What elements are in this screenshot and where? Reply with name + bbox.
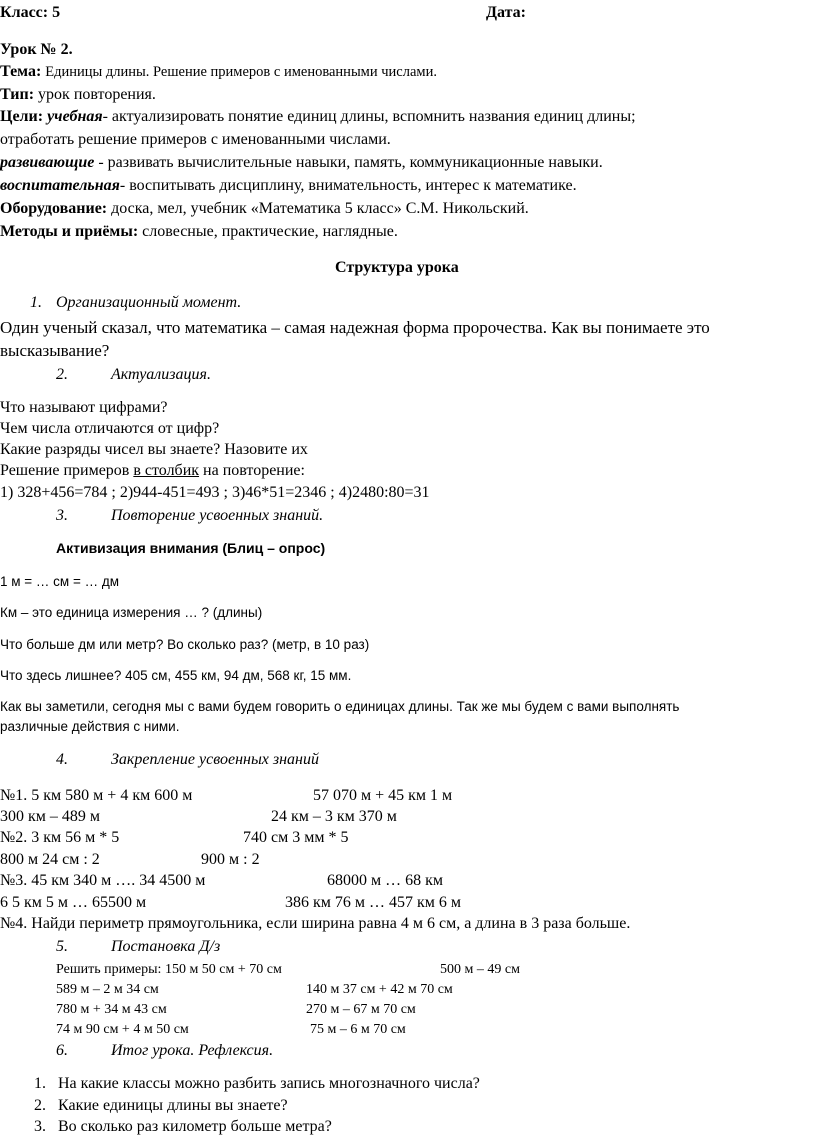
reflection-item-3	[34, 1118, 332, 1136]
column-intro-b: в столбик	[133, 462, 200, 479]
section-5-number: 5.	[56, 938, 68, 955]
homework-4-right: 75 м – 6 м 70 см	[310, 1022, 406, 1037]
reflection-item-1-number: 1.	[34, 1075, 46, 1092]
reflection-item-2	[34, 1097, 288, 1115]
task-3b-right: 386 км 76 м … 457 км 6 м	[285, 894, 462, 911]
goal-upbringing-line	[0, 177, 577, 195]
section-6-heading	[56, 1042, 273, 1060]
goal-upbringing-text: - воспитывать дисциплину, внимательность, интерес к математике.	[119, 177, 577, 194]
reflection-item-2-number: 2.	[34, 1097, 46, 1114]
task-1-left: №1. 5 км 580 м + 4 км 600 м	[0, 787, 193, 804]
column-examples-intro	[0, 462, 305, 480]
section-2-title: Актуализация.	[111, 366, 211, 383]
methods-label: Методы и приёмы:	[0, 223, 139, 240]
task-3-left: №3. 45 км 340 м …. 34 4500 м	[0, 872, 206, 889]
homework-2-right: 140 м 37 см + 42 м 70 см	[306, 982, 453, 997]
task-1-right: 57 070 м + 45 км 1 м	[313, 787, 453, 804]
homework-3-right: 270 м – 67 м 70 см	[306, 1002, 416, 1017]
section-2-number: 2.	[56, 366, 68, 383]
homework-4-left: 74 м 90 см + 4 м 50 см	[56, 1022, 189, 1037]
goals-label: Цели:	[0, 108, 44, 125]
goal-developing-text: - развивать вычислительные навыки, память, коммуникационные навыки.	[94, 154, 603, 171]
homework-3-left: 780 м + 34 м 43 см	[56, 1002, 167, 1017]
task-3b-left: 6 5 км 5 м … 65500 м	[0, 894, 147, 911]
section-1-title: Организационный момент.	[56, 294, 242, 311]
blitz-title: Активизация внимания (Блиц – опрос)	[56, 540, 326, 556]
reflection-item-2-text: Какие единицы длины вы знаете?	[58, 1097, 288, 1114]
blitz-question-2: Км – это единица измерения … ? (длины)	[0, 605, 263, 620]
blitz-summary-1: Как вы заметили, сегодня мы с вами будем говорить о единицах длины. Так же мы будем с вами выполнять	[0, 699, 680, 714]
section-1-text-2: высказывание?	[0, 341, 110, 360]
type-line	[0, 86, 156, 104]
equipment-line	[0, 200, 529, 218]
class-label: Класс: 5	[0, 4, 61, 21]
section-1-number: 1.	[30, 294, 42, 311]
goal-upbringing-label: воспитательная	[0, 177, 120, 194]
reflection-item-3-number: 3.	[34, 1118, 46, 1135]
task-2b-left: 800 м 24 см : 2	[0, 851, 100, 868]
section-1-text-1: Один ученый сказал, что математика – самая надежная форма пророчества. Как вы понимаете это	[0, 318, 710, 337]
section-3-heading	[56, 507, 323, 525]
topic-text: Единицы длины. Решение примеров с именованными числами.	[45, 64, 437, 80]
column-examples: 1) 328+456=784 ; 2)944-451=493 ; 3)46*51=2346 ; 4)2480:80=31	[0, 484, 430, 501]
goal-educational-label: учебная	[47, 108, 103, 125]
reflection-item-1-text: На какие классы можно разбить запись многозначного числа?	[58, 1075, 480, 1092]
blitz-question-4: Что здесь лишнее? 405 см, 455 км, 94 дм, 568 кг, 15 мм.	[0, 668, 352, 683]
question-numbers-vs-digits: Чем числа отличаются от цифр?	[0, 420, 220, 437]
task-2-right: 740 см 3 мм * 5	[243, 829, 349, 846]
topic-label: Тема:	[0, 63, 42, 80]
section-5-heading	[56, 938, 220, 956]
equipment-label: Оборудование:	[0, 200, 108, 217]
column-intro-c: на повторение:	[199, 462, 305, 479]
task-1b-right: 24 км – 3 км 370 м	[271, 808, 397, 825]
task-2b-right: 900 м : 2	[201, 851, 260, 868]
column-intro-a: Решение примеров	[0, 462, 134, 479]
date-label: Дата:	[486, 4, 526, 21]
topic-line	[0, 63, 437, 81]
section-4-title: Закрепление усвоенных знаний	[111, 751, 319, 768]
goal-educational-text: - актуализировать понятие единиц длины, вспомнить названия единиц длины;	[102, 108, 636, 125]
blitz-question-3: Что больше дм или метр? Во сколько раз? (метр, в 10 раз)	[0, 637, 370, 652]
section-6-title: Итог урока. Рефлексия.	[111, 1042, 274, 1059]
homework-1-right: 500 м – 49 см	[440, 962, 520, 977]
type-label: Тип:	[0, 86, 35, 103]
question-place-values: Какие разряды чисел вы знаете? Назовите их	[0, 441, 308, 458]
section-4-heading	[56, 751, 319, 769]
task-2-left: №2. 3 км 56 м * 5	[0, 829, 120, 846]
task-3-right: 68000 м … 68 км	[327, 872, 444, 889]
reflection-item-1	[34, 1075, 480, 1093]
lesson-number: Урок № 2.	[0, 41, 73, 58]
goals-line-2: отработать решение примеров с именованными числами.	[0, 131, 391, 148]
goal-developing-label: развивающие	[0, 154, 95, 171]
task-1b-left: 300 км – 489 м	[0, 808, 101, 825]
equipment-text: доска, мел, учебник «Математика 5 класс» С.М. Никольский.	[107, 200, 529, 217]
reflection-item-3-text: Во сколько раз километр больше метра?	[58, 1118, 332, 1135]
blitz-question-1: 1 м = … см = … дм	[0, 574, 120, 589]
section-6-number: 6.	[56, 1042, 68, 1059]
question-digits: Что называют цифрами?	[0, 399, 168, 416]
section-5-title: Постановка Д/з	[111, 938, 221, 955]
homework-2-left: 589 м – 2 м 34 см	[56, 982, 159, 997]
section-2-heading	[56, 366, 211, 384]
blitz-summary-2: различные действия с ними.	[0, 719, 180, 734]
methods-line	[0, 223, 398, 241]
goals-line-1	[0, 108, 636, 126]
type-text: урок повторения.	[38, 86, 156, 103]
homework-1-left: Решить примеры: 150 м 50 см + 70 см	[56, 962, 282, 977]
structure-title: Структура урока	[335, 259, 459, 276]
section-1-heading	[30, 294, 241, 312]
section-4-number: 4.	[56, 751, 68, 768]
methods-text: словесные, практические, наглядные.	[138, 223, 398, 240]
section-3-number: 3.	[56, 507, 68, 524]
task-4: №4. Найди периметр прямоугольника, если ширина равна 4 м 6 см, а длина в 3 раза больше.	[0, 915, 631, 932]
section-3-title: Повторение усвоенных знаний.	[111, 507, 324, 524]
goal-developing-line	[0, 154, 603, 172]
